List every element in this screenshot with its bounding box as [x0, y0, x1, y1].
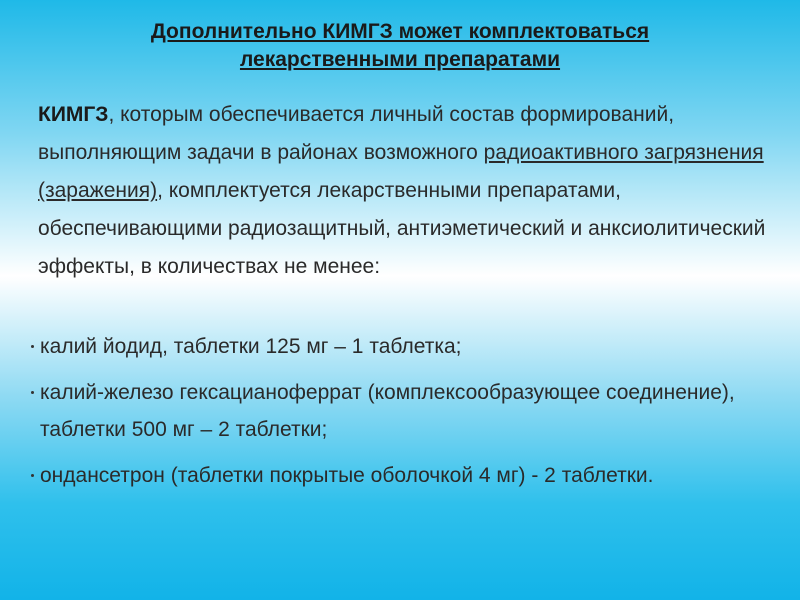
title-line-1: Дополнительно КИМГЗ может комплектоваться	[150, 20, 650, 43]
bullet-dot-icon	[31, 345, 34, 348]
list-item	[30, 457, 780, 494]
title-line-2: лекарственными препаратами	[239, 48, 561, 71]
lead-bold-term: КИМГЗ	[38, 103, 109, 126]
lead-paragraph	[38, 96, 778, 286]
bullet-dot-icon	[31, 474, 34, 477]
slide-title	[60, 18, 740, 74]
bullet-list	[30, 328, 780, 503]
lead-text-part-1: , которым обеспечивается личный состав формирований, выполняющим задачи в районах возможного	[38, 103, 675, 164]
list-item-text: ондансетрон (таблетки покрытые оболочкой 4 мг) - 2 таблетки.	[40, 464, 654, 487]
list-item	[30, 328, 780, 365]
list-item-text: калий йодид, таблетки 125 мг – 1 таблетка;	[40, 335, 462, 358]
lead-underlined-phrase: радиоактивного загрязнения (заражения)	[38, 141, 764, 202]
lead-text-part-2: , комплектуется лекарственными препаратами, обеспечивающими радиозащитный, антиэметический и анксиолитический эффекты, в количествах не менее:	[38, 179, 766, 278]
bullet-dot-icon	[31, 391, 34, 394]
list-item	[30, 374, 780, 448]
list-item-text: калий-железо гексацианоферрат (комплексообразующее соединение), таблетки 500 мг – 2 таблетки;	[40, 381, 735, 441]
